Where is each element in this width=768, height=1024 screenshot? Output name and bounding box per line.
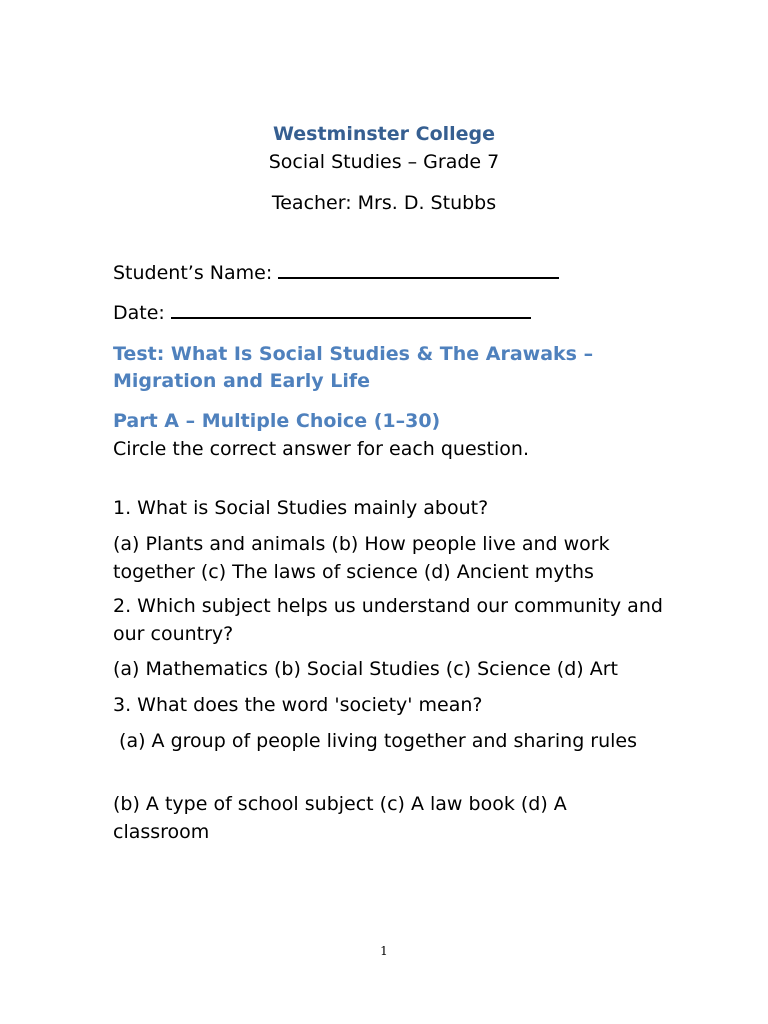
college-name: Westminster College [272, 123, 496, 145]
part-a-instruction: Circle the correct answer for each question. [113, 438, 529, 460]
date-row [113, 299, 531, 327]
question-1-options: (a) Plants and animals (b) How people live and work together (c) The laws of science (d) Ancient myths [113, 533, 610, 583]
teacher-name: Teacher: Mrs. D. Stubbs [271, 192, 497, 214]
student-name-label: Student’s Name: [113, 262, 273, 284]
part-a-heading: Part A – Multiple Choice (1–30) [113, 410, 441, 432]
course-title: Social Studies – Grade 7 [268, 151, 500, 173]
date-blank[interactable] [171, 316, 531, 319]
page-number: 1 [380, 944, 388, 958]
student-name-blank[interactable] [278, 276, 559, 279]
test-title: Test: What Is Social Studies & The Arawaks – Migration and Early Life [113, 343, 594, 392]
student-name-row [113, 259, 559, 287]
question-3-options-b-d: (b) A type of school subject (c) A law book (d) A classroom [113, 793, 567, 843]
question-3-option-a: (a) A group of people living together and sharing rules [113, 730, 638, 752]
date-label: Date: [113, 302, 165, 324]
question-2-options: (a) Mathematics (b) Social Studies (c) Science (d) Art [113, 658, 618, 680]
question-1: 1. What is Social Studies mainly about? [113, 497, 489, 519]
question-3: 3. What does the word 'society' mean? [113, 694, 483, 716]
question-2: 2. Which subject helps us understand our community and our country? [113, 595, 663, 645]
